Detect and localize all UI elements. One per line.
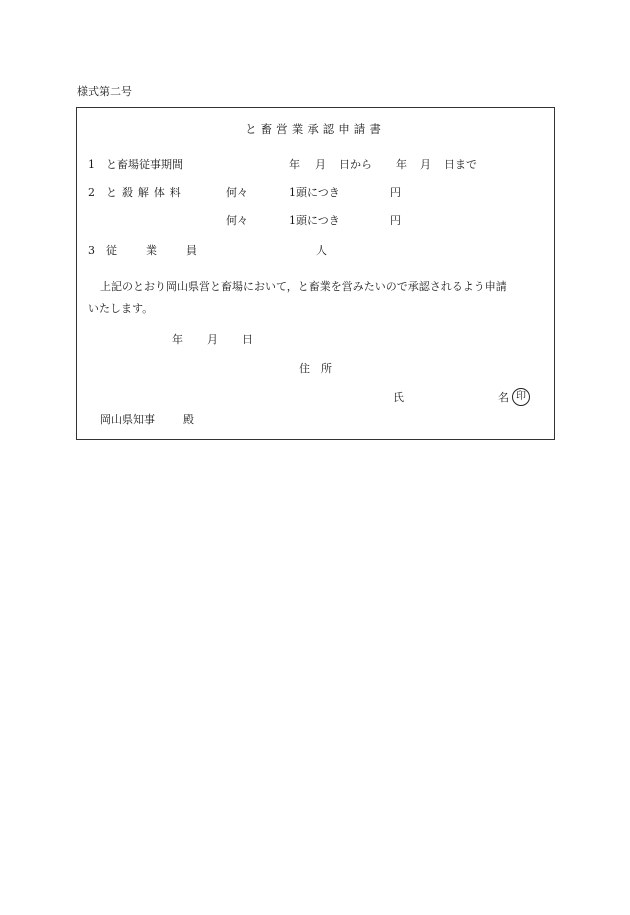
item3-label-char3: 員	[186, 244, 197, 257]
date-month: 月	[207, 333, 218, 346]
name-label-second: 名	[498, 391, 509, 404]
item1-from-month: 月	[315, 158, 326, 171]
item1-number: 1	[88, 158, 95, 171]
item1-to-day: 日まで	[444, 158, 477, 171]
address-label: 住 所	[299, 362, 332, 375]
honorific: 殿	[183, 413, 194, 426]
name-label-first: 氏	[393, 391, 404, 404]
addressee: 岡山県知事	[100, 413, 155, 426]
item1-to-year: 年	[396, 158, 407, 171]
item1-label: と畜場従事期間	[106, 158, 183, 171]
item2-row2-kind: 何々	[226, 214, 248, 227]
item2-row1-per-head: 1頭につき	[289, 186, 340, 199]
item3-label-char2: 業	[146, 244, 157, 257]
item3-number: 3	[88, 244, 95, 257]
item2-row1-yen: 円	[390, 186, 401, 199]
form-frame	[76, 107, 555, 440]
body-text-line1: 上記のとおり岡山県営と畜場において，と畜業を営みたいので承認されるよう申請	[100, 280, 507, 293]
item1-from-year: 年	[289, 158, 300, 171]
form-number-label: 様式第二号	[77, 85, 132, 98]
item2-number: 2	[88, 186, 95, 199]
item3-unit: 人	[316, 244, 327, 257]
date-year: 年	[172, 333, 183, 346]
form-title: と畜営業承認申請書	[245, 122, 385, 136]
seal-stamp-icon: 印	[512, 388, 530, 406]
item2-label: と殺解体料	[106, 186, 186, 199]
item2-row1-kind: 何々	[226, 186, 248, 199]
item2-row2-yen: 円	[390, 214, 401, 227]
body-text-line2: いたします。	[88, 302, 154, 315]
item1-to-month: 月	[420, 158, 431, 171]
item2-row2-per-head: 1頭につき	[289, 214, 340, 227]
item1-from-day: 日から	[339, 158, 372, 171]
item3-label-char1: 従	[106, 244, 117, 257]
date-day: 日	[242, 333, 253, 346]
